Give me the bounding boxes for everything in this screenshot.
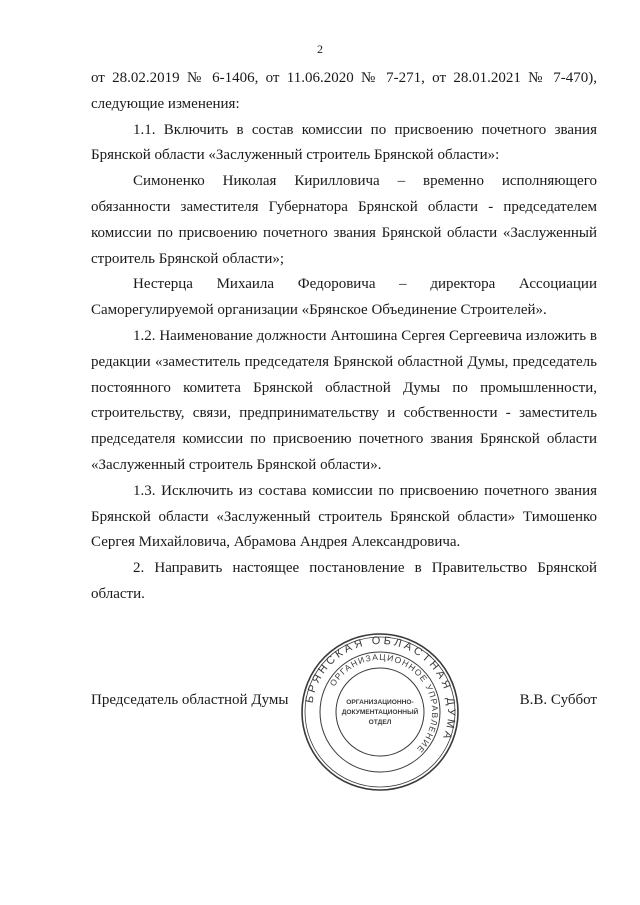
stamp-center-line-2: ДОКУМЕНТАЦИОННЫЙ	[341, 709, 419, 716]
document-body	[91, 66, 597, 608]
official-seal-stamp	[300, 632, 460, 792]
paragraph-member-simonenko: Симоненко Николая Кирилловича – временно исполняющего обязанности заместителя Губернатора Брянской области - председателем комиссии по присвоению почетного звания Брянской области «Заслуженный строитель Брянской области»;	[91, 173, 597, 267]
stamp-center-line-1: ОРГАНИЗАЦИОННО-	[346, 699, 414, 706]
signatory-title: Председатель областной Думы	[91, 692, 289, 708]
page-number: 2	[317, 42, 323, 56]
signatory-name: В.В. Суббот	[519, 692, 597, 708]
paragraph-continuation: от 28.02.2019 № 6-1406, от 11.06.2020 № 7-271, от 28.01.2021 № 7-470), следующие изменения:	[91, 70, 597, 112]
paragraph-item-1-2: 1.2. Наименование должности Антошина Сергея Сергеевича изложить в редакции «заместитель председателя Брянской областной Думы, председатель постоянного комитета Брянской областной Думы по промышленности, строительству, связи, предпринимательству и собственности - заместитель председателя комиссии по присвоению почетного звания Брянской области «Заслуженный строитель Брянской области».	[91, 327, 597, 473]
paragraph-member-nesterets: Нестерца Михаила Федоровича – директора Ассоциации Саморегулируемой организации «Брянское Объединение Строителей».	[91, 276, 597, 319]
paragraph-item-1-3: 1.3. Исключить из состава комиссии по присвоению почетного звания Брянской области «Заслуженный строитель Брянской области» Тимошенко Сергея Михайловича, Абрамова Андрея Александровича.	[91, 482, 597, 551]
paragraph-item-1-1: 1.1. Включить в состав комиссии по присвоению почетного звания Брянской области «Заслуженный строитель Брянской области»:	[91, 121, 597, 164]
stamp-center-line-3: ОТДЕЛ	[368, 719, 392, 726]
paragraph-item-2: 2. Направить настоящее постановление в Правительство Брянской области.	[91, 560, 597, 602]
stamp-outer-text: БРЯНСКАЯ ОБЛАСТНАЯ ДУМА	[303, 634, 458, 744]
stamp-inner-ring-text: ОРГАНИЗАЦИОННОЕ УПРАВЛЕНИЕ	[327, 651, 441, 756]
